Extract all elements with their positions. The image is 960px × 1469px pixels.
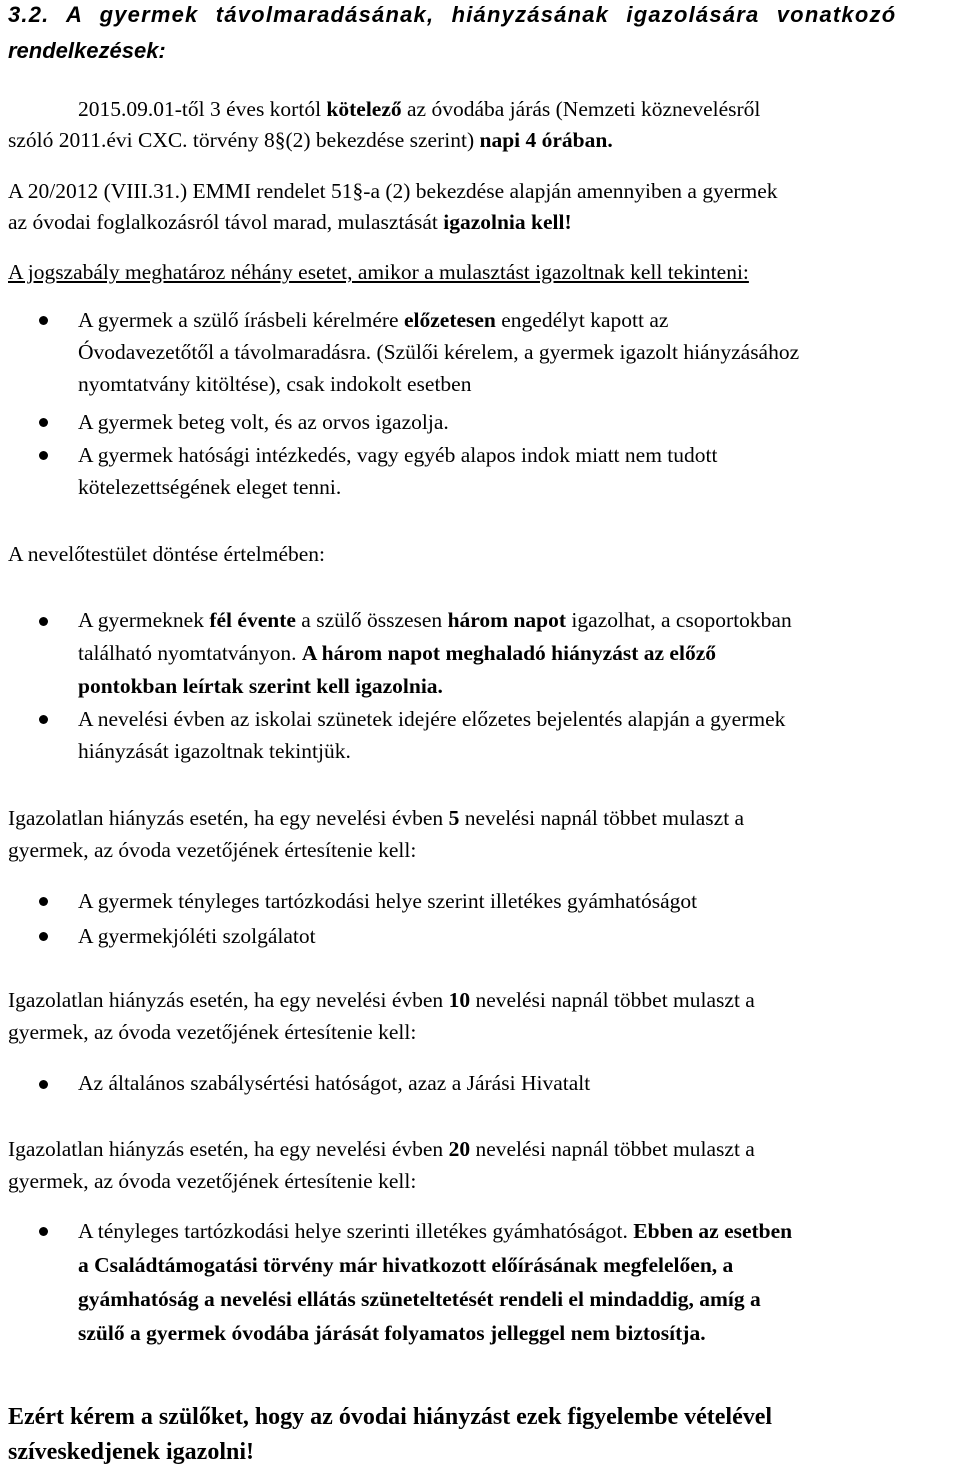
- list-item-district-office: Az általános szabálysértési hatóságot, azaz a Járási Hivatalt: [78, 1071, 591, 1095]
- paragraph-decree-line1: [8, 181, 778, 203]
- paragraph-mandatory-line2: [8, 130, 613, 152]
- text: igazolhat, a csoportokban: [566, 608, 792, 632]
- text-bold: A három napot meghaladó hiányzást az előző: [301, 641, 716, 665]
- bullet: [39, 617, 48, 626]
- text-bold: igazolnia kell!: [443, 210, 572, 234]
- list-item-prior-permission-line2: Óvodavezetőtől a távolmaradásra. (Szülői kérelem, a gyermek igazolt hiányzásához: [78, 340, 800, 364]
- list-item-child-welfare: A gyermekjóléti szolgálatot: [78, 924, 316, 948]
- paragraph-20-days-line1: [8, 1139, 755, 1161]
- section-symbol: §: [352, 179, 364, 203]
- list-item-sick: A gyermek beteg volt, és az orvos igazolja.: [78, 410, 449, 434]
- paragraph-mandatory-line1: [78, 99, 760, 121]
- paragraph-decree-line2: [8, 212, 572, 234]
- list-item-holidays-line2: hiányzását igazoltnak tekintjük.: [78, 739, 351, 763]
- text: Igazolatlan hiányzás esetén, ha egy nevelési évben: [8, 988, 449, 1012]
- paragraph-10-days-line2: gyermek, az óvoda vezetőjének értesítenie kell:: [8, 1020, 417, 1044]
- section-heading-line2: rendelkezések:: [8, 38, 166, 63]
- text: található nyomtatványon.: [78, 641, 302, 665]
- text: 2015.09.01-től 3 éves kortól: [78, 97, 327, 121]
- bullet: [39, 715, 48, 724]
- bullet: [39, 316, 48, 325]
- text: az óvodába járás (Nemzeti köznevelésről: [401, 97, 761, 121]
- text-bold: kötelező: [326, 97, 402, 121]
- text-bold: fél évente: [209, 608, 296, 632]
- bullet: [39, 451, 48, 460]
- list-item-suspension-line2: [78, 1255, 733, 1277]
- text-bold: előzetesen: [403, 308, 496, 332]
- bullet: [39, 932, 48, 941]
- closing-appeal-line2: szíveskedjenek igazolni!: [8, 1439, 254, 1465]
- bullet: [39, 418, 48, 427]
- bullet: [39, 1080, 48, 1089]
- text: az óvodai foglalkozásról távol marad, mulasztását: [8, 210, 444, 234]
- list-item-three-days-line2: [78, 643, 716, 665]
- paragraph-legal-cases: A jogszabály meghatároz néhány esetet, amikor a mulasztást igazoltnak kell tekinteni:: [8, 260, 749, 284]
- list-item-prior-permission-line1: [78, 310, 668, 332]
- paragraph-20-days-line2: gyermek, az óvoda vezetőjének értesítenie kell:: [8, 1169, 417, 1193]
- paragraph-10-days-line1: [8, 990, 755, 1012]
- list-item-three-days-line1: [78, 610, 792, 632]
- text: Igazolatlan hiányzás esetén, ha egy nevelési évben: [8, 806, 449, 830]
- text-bold: 10: [448, 988, 471, 1012]
- list-item-three-days-line3: [78, 676, 443, 698]
- list-item-suspension-line3: [78, 1289, 761, 1311]
- text: nevelési napnál többet mulaszt a: [470, 1137, 755, 1161]
- text: nevelési napnál többet mulaszt a: [470, 988, 755, 1012]
- list-item-suspension-line1: [78, 1221, 792, 1243]
- text-bold: napi 4 órában.: [479, 128, 613, 152]
- text: engedélyt kapott az: [495, 308, 669, 332]
- text-bold: három napot: [447, 608, 567, 632]
- text-bold: pontokban leírtak szerint kell igazolnia.: [78, 674, 443, 698]
- paragraph-5-days-line1: [8, 808, 744, 830]
- text: A gyermeknek: [78, 608, 210, 632]
- text: A tényleges tartózkodási helye szerinti illetékes gyámhatóságot.: [78, 1219, 634, 1243]
- list-item-guardianship-authority: A gyermek tényleges tartózkodási helye szerint illetékes gyámhatóságot: [78, 889, 698, 913]
- text-bold: a Családtámogatási törvény már hivatkozott előírásának megfelelően, a: [78, 1253, 734, 1277]
- text: nevelési napnál többet mulaszt a: [459, 806, 745, 830]
- text: -a (2) bekezdése alapján amennyiben a gyermek: [363, 179, 778, 203]
- paragraph-5-days-line2: gyermek, az óvoda vezetőjének értesítenie kell:: [8, 838, 417, 862]
- list-item-prior-permission-line3: nyomtatvány kitöltése), csak indokolt esetben: [78, 372, 472, 396]
- text: A 20/2012 (VIII.31.) EMMI rendelet 51: [8, 179, 353, 203]
- section-symbol: §: [274, 128, 286, 152]
- closing-appeal-line1: Ezért kérem a szülőket, hogy az óvodai hiányzást ezek figyelembe vételével: [8, 1404, 773, 1430]
- list-item-authority-line2: kötelezettségének eleget tenni.: [78, 475, 342, 499]
- paragraph-staff-decision: A nevelőtestület döntése értelmében:: [8, 542, 326, 566]
- text-bold: 5: [448, 806, 460, 830]
- text-bold: szülő a gyermek óvodába járását folyamatos jelleggel nem biztosítja.: [78, 1321, 706, 1345]
- section-heading-line1: 3.2. A gyermek távolmaradásának, hiányzásának igazolására vonatkozó: [8, 2, 897, 27]
- text: (2) bekezdése szerint): [285, 128, 480, 152]
- text-bold: 20: [448, 1137, 471, 1161]
- bullet: [39, 897, 48, 906]
- list-item-suspension-line4: [78, 1323, 706, 1345]
- text-bold: Ebben az esetben: [633, 1219, 793, 1243]
- text-bold: gyámhatóság a nevelési ellátás szüneteltetését rendeli el mindaddig, amíg a: [78, 1287, 761, 1311]
- bullet: [39, 1227, 48, 1236]
- text: a szülő összesen: [295, 608, 448, 632]
- list-item-authority-line1: A gyermek hatósági intézkedés, vagy egyéb alapos indok miatt nem tudott: [78, 443, 718, 467]
- text: A gyermek a szülő írásbeli kérelmére: [78, 308, 404, 332]
- text: szóló 2011.évi CXC. törvény 8: [8, 128, 275, 152]
- list-item-holidays-line1: A nevelési évben az iskolai szünetek idejére előzetes bejelentés alapján a gyermek: [78, 707, 786, 731]
- text: Igazolatlan hiányzás esetén, ha egy nevelési évben: [8, 1137, 449, 1161]
